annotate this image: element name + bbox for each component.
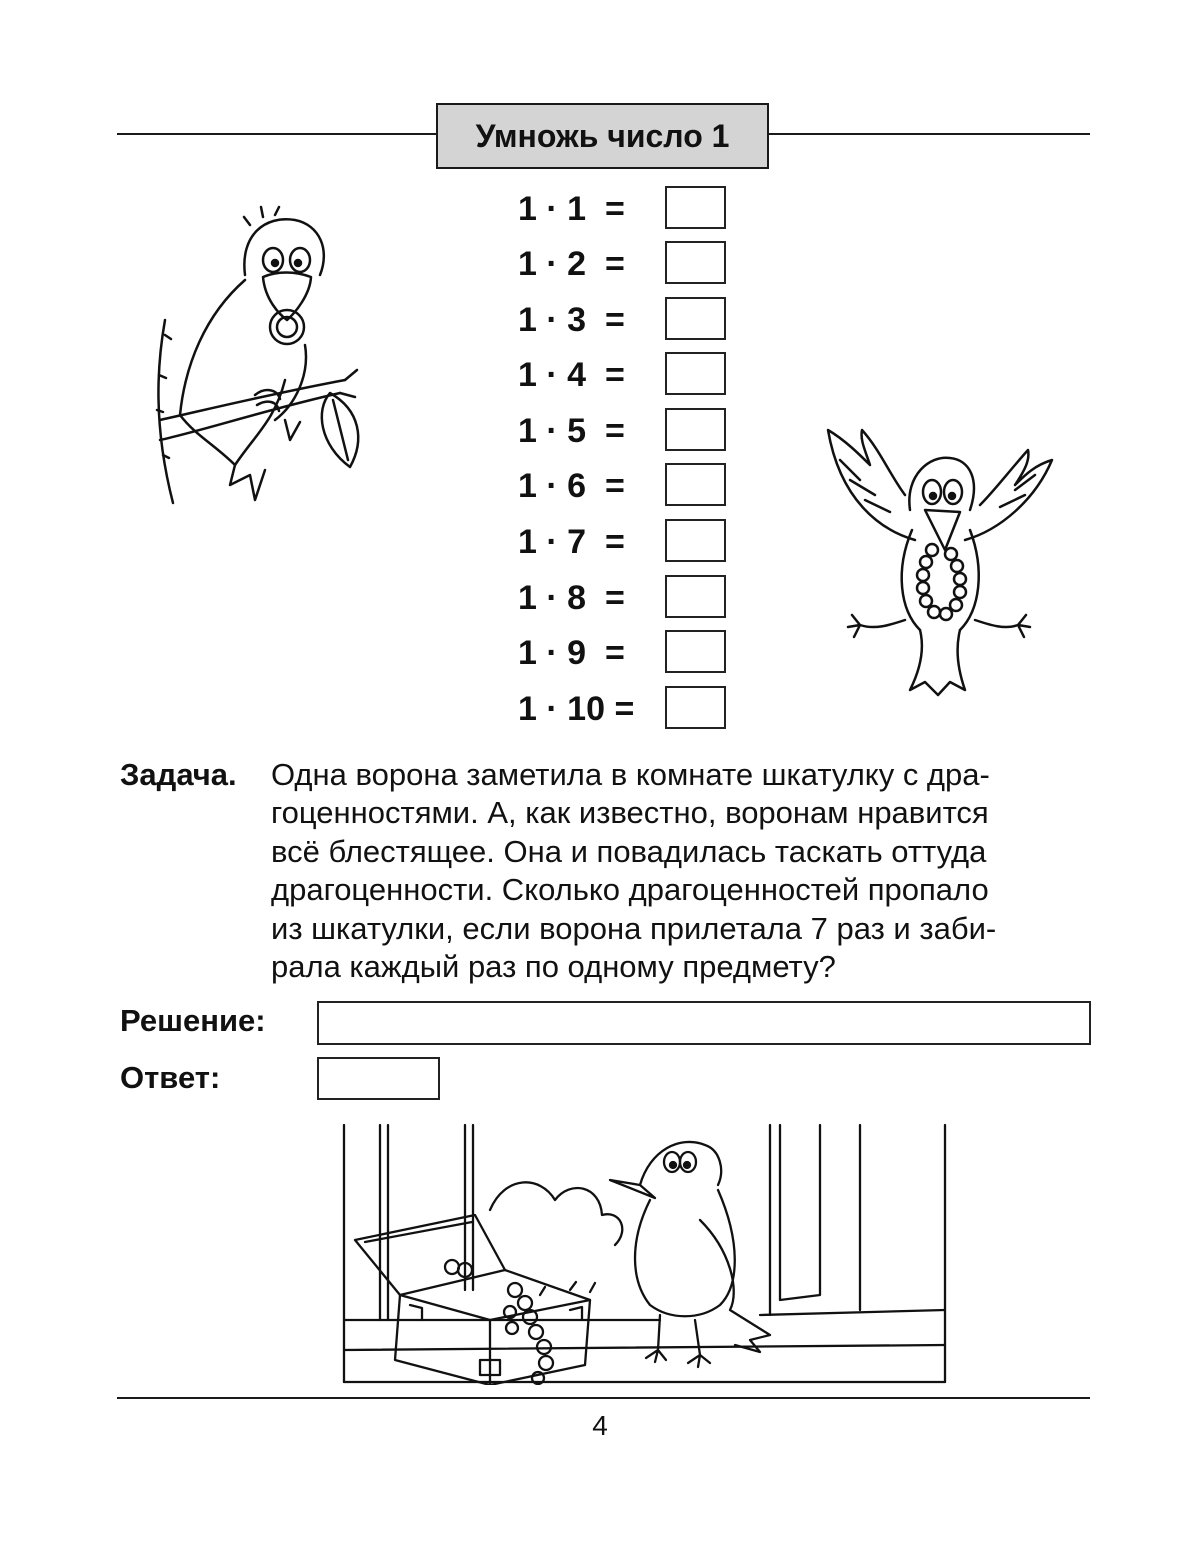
equation-expression: 1 · 7 = xyxy=(518,523,625,561)
page-title: Умножь число 1 xyxy=(436,103,769,169)
answer-cell[interactable] xyxy=(665,463,726,506)
crow-and-jewelry-box-illustration xyxy=(340,1120,950,1385)
answer-cell[interactable] xyxy=(665,575,726,618)
equation-expression: 1 · 1 = xyxy=(518,190,625,228)
task-line: из шкатулки, если ворона прилетала 7 раз и заби- xyxy=(271,911,997,946)
task-line: Одна ворона заметила в комнате шкатулку с дра- xyxy=(271,757,990,792)
equation-expression: 1 · 2 = xyxy=(518,245,625,283)
answer-cell[interactable] xyxy=(665,241,726,284)
answer-cell[interactable] xyxy=(665,186,726,229)
solution-field[interactable] xyxy=(317,1001,1091,1045)
page-number: 4 xyxy=(592,1410,608,1441)
answer-cell[interactable] xyxy=(665,519,726,562)
equation-expression: 1 · 3 = xyxy=(518,301,625,339)
equation-expression: 1 · 10 = xyxy=(518,690,635,728)
answer-cell[interactable] xyxy=(665,297,726,340)
equation-expression: 1 · 4 = xyxy=(518,356,625,394)
answer-cell[interactable] xyxy=(665,686,726,729)
header-rule-left xyxy=(117,133,437,135)
answer-field[interactable] xyxy=(317,1057,440,1100)
equation-expression: 1 · 6 = xyxy=(518,467,625,505)
task-line: рала каждый раз по одному предмету? xyxy=(271,949,836,984)
task-line: всё блестящее. Она и повадилась таскать оттуда xyxy=(271,834,987,869)
equation-expression: 1 · 9 = xyxy=(518,634,625,672)
task-label: Задача. xyxy=(120,757,237,792)
answer-label: Ответ: xyxy=(120,1060,221,1095)
equation-expression: 1 · 5 = xyxy=(518,412,625,450)
task-line: гоценностями. А, как известно, воронам нравится xyxy=(271,795,989,830)
answer-cell[interactable] xyxy=(665,352,726,395)
equation-expression: 1 · 8 = xyxy=(518,579,625,617)
answer-cell[interactable] xyxy=(665,630,726,673)
crow-with-ring-illustration xyxy=(145,205,375,505)
header-rule-right xyxy=(769,133,1090,135)
crow-with-beads-illustration xyxy=(820,420,1060,705)
answer-cell[interactable] xyxy=(665,408,726,451)
solution-label: Решение: xyxy=(120,1003,266,1038)
task-line: драгоценности. Сколько драгоценностей пропало xyxy=(271,872,989,907)
footer-rule xyxy=(117,1397,1090,1399)
